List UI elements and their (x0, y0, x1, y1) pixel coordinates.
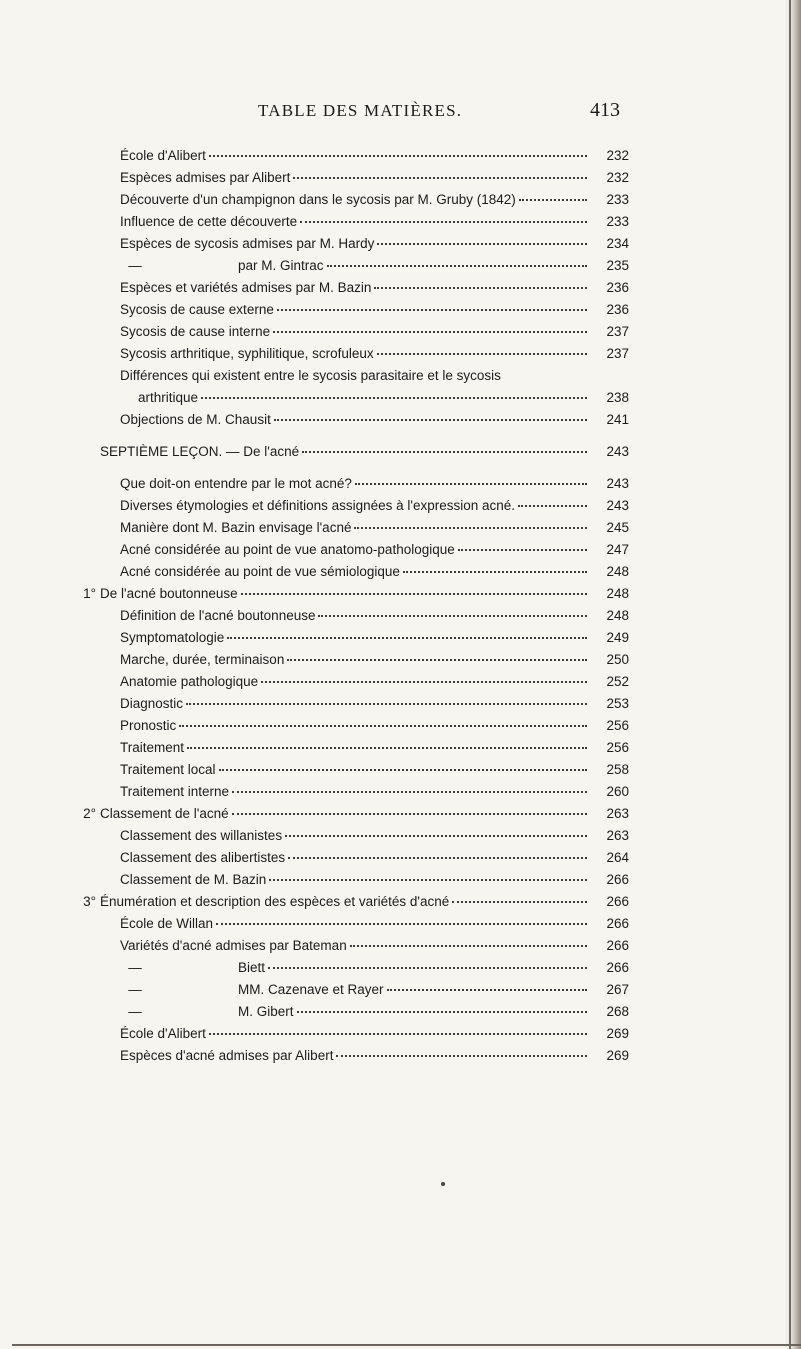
dot-leader (274, 409, 587, 421)
bottom-rule (12, 1344, 801, 1346)
table-of-contents (0, 145, 801, 1067)
entry-page: 236 (606, 302, 629, 317)
toc-entry (0, 869, 801, 891)
dot-leader (232, 781, 587, 793)
entry-label: Acné considérée au point de vue anatomo-pathologique (120, 542, 455, 557)
entry-label: De l'acné boutonneuse (100, 586, 238, 601)
toc-entry (0, 539, 801, 561)
toc-entry (0, 561, 801, 583)
toc-entry (0, 847, 801, 869)
dot-leader (241, 583, 587, 595)
entry-label: SEPTIÈME LEÇON. — De l'acné (100, 444, 300, 459)
toc-entry (0, 715, 801, 737)
dot-leader (387, 979, 587, 991)
entry-page: 263 (606, 806, 629, 821)
entry-page: 232 (606, 148, 629, 163)
dot-leader (519, 189, 587, 201)
entry-page: 249 (606, 630, 629, 645)
dot-leader (285, 825, 587, 837)
entry-page: 241 (606, 412, 629, 427)
entry-label: Que doit-on entendre par le mot acné? (120, 476, 352, 491)
entry-label: Biett (238, 960, 266, 975)
entry-label: MM. Cazenave et Rayer (238, 982, 384, 997)
entry-label: Classement de l'acné (100, 806, 229, 821)
dot-leader (187, 737, 587, 749)
entry-page: 248 (606, 564, 629, 579)
entry-label: Diverses étymologies et définitions assignées à l'expression acné. (120, 498, 516, 513)
toc-entry (0, 913, 801, 935)
dot-leader (302, 441, 587, 453)
ditto-dash: — (128, 1004, 142, 1019)
dot-leader (300, 211, 587, 223)
dot-leader (403, 561, 587, 573)
entry-label: Anatomie pathologique (120, 674, 259, 689)
entry-label: École d'Alibert (120, 1026, 206, 1041)
dot-leader (355, 473, 587, 485)
toc-entry (0, 891, 801, 913)
entry-page: 237 (606, 346, 629, 361)
toc-entry (0, 693, 801, 715)
toc-entry (0, 365, 801, 387)
entry-label: Espèces de sycosis admises par M. Hardy (120, 236, 375, 251)
entry-page: 266 (606, 872, 629, 887)
dot-leader (268, 957, 587, 969)
entry-label: arthritique (138, 390, 199, 405)
entry-page: 232 (606, 170, 629, 185)
entry-label: Sycosis de cause interne (120, 324, 271, 339)
toc-entry (0, 605, 801, 627)
entry-page: 252 (606, 674, 629, 689)
entry-label: Sycosis arthritique, syphilitique, scrofuleux (120, 346, 374, 361)
entry-page: 269 (606, 1026, 629, 1041)
dot-leader (277, 299, 587, 311)
entry-label: École d'Alibert (120, 148, 206, 163)
dot-leader (186, 693, 587, 705)
page-title: TABLE DES MATIÈRES. (258, 101, 463, 120)
toc-entry (0, 649, 801, 671)
toc-entry (0, 343, 801, 365)
entry-label: Traitement local (120, 762, 216, 777)
dot-leader (269, 869, 587, 881)
toc-entry (0, 957, 801, 979)
entry-page: 264 (606, 850, 629, 865)
entry-page: 253 (606, 696, 629, 711)
entry-page: 247 (606, 542, 629, 557)
dot-leader (377, 233, 587, 245)
dot-leader (327, 255, 587, 267)
entry-number: 2° (83, 806, 96, 821)
dot-leader (458, 539, 587, 551)
toc-entry (0, 825, 801, 847)
entry-page: 236 (606, 280, 629, 295)
dot-leader (318, 605, 587, 617)
entry-page: 256 (606, 718, 629, 733)
toc-entry (0, 277, 801, 299)
toc-entry (0, 387, 801, 409)
entry-label: Différences qui existent entre le sycosis parasitaire et le sycosis (120, 368, 501, 383)
toc-entry (0, 583, 801, 605)
toc-entry (0, 671, 801, 693)
entry-page: 233 (606, 192, 629, 207)
entry-label: Classement de M. Bazin (120, 872, 267, 887)
dot-leader (377, 343, 587, 355)
toc-entry (0, 145, 801, 167)
dot-leader (201, 387, 587, 399)
entry-page: 245 (606, 520, 629, 535)
toc-entry (0, 979, 801, 1001)
dot-leader (273, 321, 587, 333)
dot-leader (288, 847, 587, 859)
toc-entry (0, 737, 801, 759)
entry-page: 263 (606, 828, 629, 843)
toc-entry (0, 255, 801, 277)
entry-label: Manière dont M. Bazin envisage l'acné (120, 520, 352, 535)
toc-entry (0, 495, 801, 517)
entry-label: Énumération et description des espèces et variétés d'acné (100, 894, 450, 909)
dot-leader (261, 671, 587, 683)
entry-label: Classement des alibertistes (120, 850, 286, 865)
entry-label: Traitement interne (120, 784, 230, 799)
entry-label: Sycosis de cause externe (120, 302, 274, 317)
entry-page: 243 (606, 476, 629, 491)
entry-label: M. Gibert (238, 1004, 294, 1019)
entry-label: Symptomatologie (120, 630, 225, 645)
dot-leader (452, 891, 587, 903)
toc-entry (0, 233, 801, 255)
entry-page: 235 (606, 258, 629, 273)
entry-page: 266 (606, 894, 629, 909)
entry-page: 266 (606, 938, 629, 953)
entry-page: 243 (606, 498, 629, 513)
dot-leader (209, 1023, 587, 1035)
entry-page: 258 (606, 762, 629, 777)
toc-entry (0, 299, 801, 321)
ditto-dash: — (128, 258, 142, 273)
toc-entry (0, 189, 801, 211)
entry-label: Influence de cette découverte (120, 214, 298, 229)
entry-label: Diagnostic (120, 696, 184, 711)
entry-page: 233 (606, 214, 629, 229)
toc-entry (0, 211, 801, 233)
entry-page: 266 (606, 960, 629, 975)
entry-label: Variétés d'acné admises par Bateman (120, 938, 347, 953)
dot-leader (374, 277, 587, 289)
toc-entry (0, 167, 801, 189)
dot-leader (287, 649, 587, 661)
dot-leader (216, 913, 587, 925)
entry-page: 269 (606, 1048, 629, 1063)
toc-entry (0, 1023, 801, 1045)
entry-page: 234 (606, 236, 629, 251)
toc-entry (0, 409, 801, 431)
entry-page: 268 (606, 1004, 629, 1019)
entry-label: Définition de l'acné boutonneuse (120, 608, 316, 623)
entry-label: Espèces admises par Alibert (120, 170, 291, 185)
toc-entry (0, 517, 801, 539)
entry-page: 248 (606, 608, 629, 623)
toc-entry (0, 441, 801, 463)
entry-page: 238 (606, 390, 629, 405)
ditto-dash: — (128, 960, 142, 975)
entry-number: 3° (83, 894, 96, 909)
dot-leader (232, 803, 587, 815)
toc-entry (0, 473, 801, 495)
dot-leader (354, 517, 587, 529)
entry-page: 266 (606, 916, 629, 931)
toc-entry (0, 759, 801, 781)
entry-label: Espèces d'acné admises par Alibert (120, 1048, 334, 1063)
entry-page: 243 (606, 444, 629, 459)
ink-speck (441, 1182, 445, 1186)
entry-label: École de Willan (120, 916, 214, 931)
entry-page: 267 (606, 982, 629, 997)
toc-entry (0, 321, 801, 343)
entry-label: Marche, durée, terminaison (120, 652, 285, 667)
entry-label: Espèces et variétés admises par M. Bazin (120, 280, 372, 295)
dot-leader (219, 759, 587, 771)
page-number: 413 (590, 99, 620, 121)
dot-leader (518, 495, 587, 507)
toc-entry (0, 1001, 801, 1023)
page-header (0, 101, 801, 131)
entry-page: 256 (606, 740, 629, 755)
entry-page: 248 (606, 586, 629, 601)
dot-leader (336, 1045, 587, 1057)
entry-label: par M. Gintrac (238, 258, 324, 273)
toc-entry (0, 1045, 801, 1067)
ditto-dash: — (128, 982, 142, 997)
entry-page: 260 (606, 784, 629, 799)
dot-leader (293, 167, 587, 179)
entry-label: Classement des willanistes (120, 828, 283, 843)
entry-number: 1° (83, 586, 96, 601)
dot-leader (227, 627, 587, 639)
entry-label: Objections de M. Chausit (120, 412, 271, 427)
entry-page: 237 (606, 324, 629, 339)
entry-label: Pronostic (120, 718, 177, 733)
toc-entry (0, 803, 801, 825)
entry-label: Découverte d'un champignon dans le sycosis par M. Gruby (1842) (120, 192, 516, 207)
dot-leader (297, 1001, 587, 1013)
dot-leader (209, 145, 587, 157)
toc-entry (0, 781, 801, 803)
toc-entry (0, 935, 801, 957)
dot-leader (179, 715, 587, 727)
entry-page: 250 (606, 652, 629, 667)
entry-label: Traitement (120, 740, 185, 755)
dot-leader (350, 935, 587, 947)
entry-label: Acné considérée au point de vue sémiologique (120, 564, 400, 579)
toc-entry (0, 627, 801, 649)
